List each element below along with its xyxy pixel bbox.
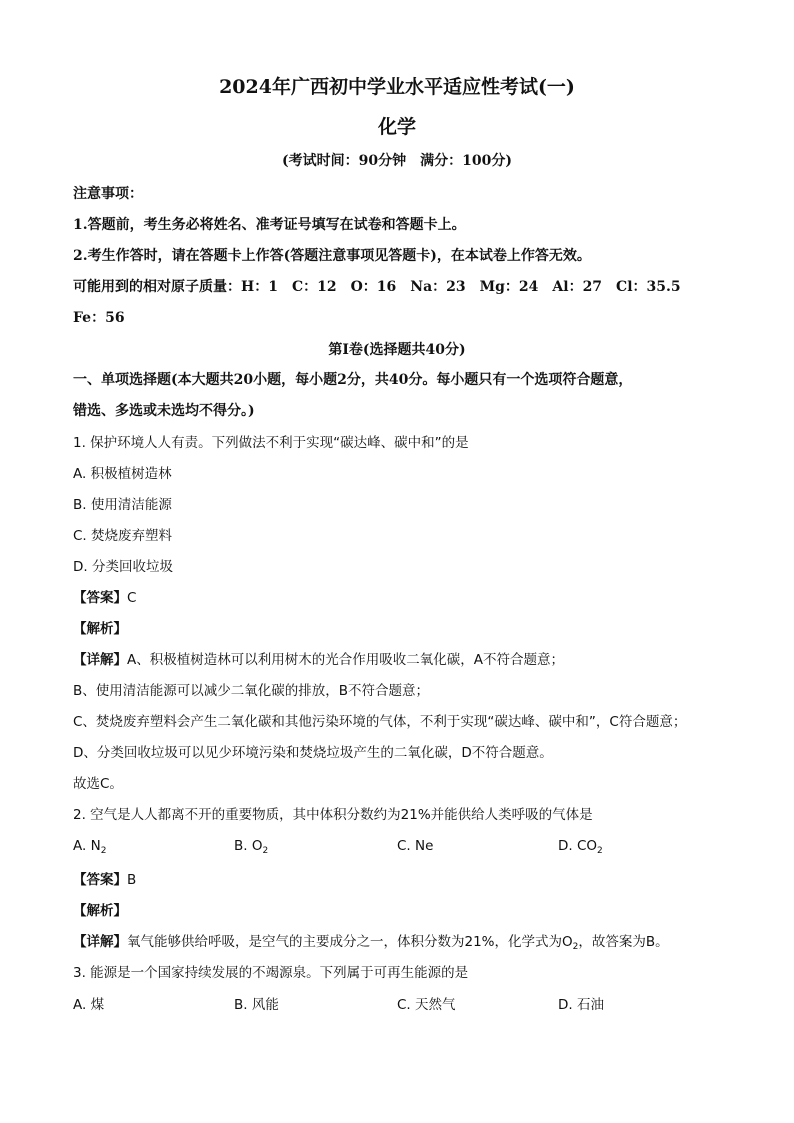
subject-title: 化学: [377, 116, 416, 138]
q1-detail-c: C、焚烧废弃塑料会产生二氧化碳和其他污染环境的气体，不利于实现“碳达峰、碳中和”，C符合题意；: [73, 714, 687, 730]
q2-option-b: B. $O_2$: [234, 838, 269, 856]
section-instruction-2: 错选、多选或未选均不得分。): [73, 403, 255, 419]
exam-title: 2024年广西初中学业水平适应性考试(一): [219, 76, 575, 98]
analysis-tag: 【解析】: [73, 903, 127, 919]
answer-tag: 【答案】: [73, 590, 127, 606]
q1-detail-d: D、分类回收垃圾可以见少环境污染和焚烧垃圾产生的二氧化碳，D不符合题意。: [73, 745, 553, 761]
q1-analysis-line: [73, 617, 127, 637]
detail-tag: 【详解】: [73, 652, 127, 668]
q3-option-d: D. 石油: [558, 997, 604, 1013]
q1-option-a: A. 积极植树造林: [73, 466, 172, 482]
q3-option-a: A. 煤: [73, 997, 105, 1013]
q1-conclusion: 故选C。: [73, 776, 123, 792]
q2-answer-line: [73, 868, 136, 888]
q1-detail-line-1: [73, 648, 564, 668]
q1-answer-line: [73, 586, 136, 606]
q1-option-b: B. 使用清洁能源: [73, 497, 172, 513]
notes-item-1: 1.答题前，考生务必将姓名、准考证号填写在试卷和答题卡上。: [73, 217, 466, 233]
detail-tag: 【详解】: [73, 934, 127, 950]
notes-item-2: 2.考生作答时，请在答题卡上作答(答题注意事项见答题卡)，在本试卷上作答无效。: [73, 248, 591, 264]
section-instruction-1: 一、单项选择题(本大题共20小题，每小题2分，共40分。每小题只有一个选项符合题意，: [73, 372, 633, 388]
q2-stem: 2. 空气是人人都离不开的重要物质，其中体积分数约为21%并能供给人类呼吸的气体是: [73, 807, 593, 823]
q3-stem: 3. 能源是一个国家持续发展的不竭源泉。下列属于可再生能源的是: [73, 965, 469, 981]
q2-option-d: D. $CO_2$: [558, 838, 603, 856]
atomic-mass-line-1: 可能用到的相对原子质量：H：1 C：12 O：16 Na：23 Mg：24 Al：27 Cl：35.5: [73, 279, 681, 295]
atomic-mass-line-2: Fe：56: [73, 310, 125, 326]
q1-option-d: D. 分类回收垃圾: [73, 559, 173, 575]
q1-answer: C: [127, 590, 137, 606]
q2-option-c: C. Ne: [397, 838, 434, 854]
q2-answer: B: [127, 872, 137, 888]
notes-heading: 注意事项：: [73, 186, 143, 202]
q2-analysis-line: [73, 899, 127, 919]
q2-option-a: A. $N_2$: [73, 838, 107, 856]
q3-option-c: C. 天然气: [397, 997, 456, 1013]
q2-detail-line: 【详解】氧气能够供给呼吸，是空气的主要成分之一，体积分数为21%，化学式为$O_2$，故答案为B。: [73, 934, 669, 952]
answer-tag: 【答案】: [73, 872, 127, 888]
part1-title: 第Ⅰ卷(选择题共40分): [328, 342, 466, 358]
q3-option-b: B. 风能: [234, 997, 279, 1013]
analysis-tag: 【解析】: [73, 621, 127, 637]
q1-stem: 1. 保护环境人人有责。下列做法不利于实现“碳达峰、碳中和”的是: [73, 435, 469, 451]
q1-option-c: C. 焚烧废弃塑料: [73, 528, 173, 544]
q1-detail-a: A、积极植树造林可以利用树木的光合作用吸收二氧化碳，A不符合题意；: [127, 652, 564, 668]
exam-time-info: (考试时间：90分钟 满分：100分): [282, 153, 512, 169]
q1-detail-b: B、使用清洁能源可以减少二氧化碳的排放，B不符合题意；: [73, 683, 430, 699]
